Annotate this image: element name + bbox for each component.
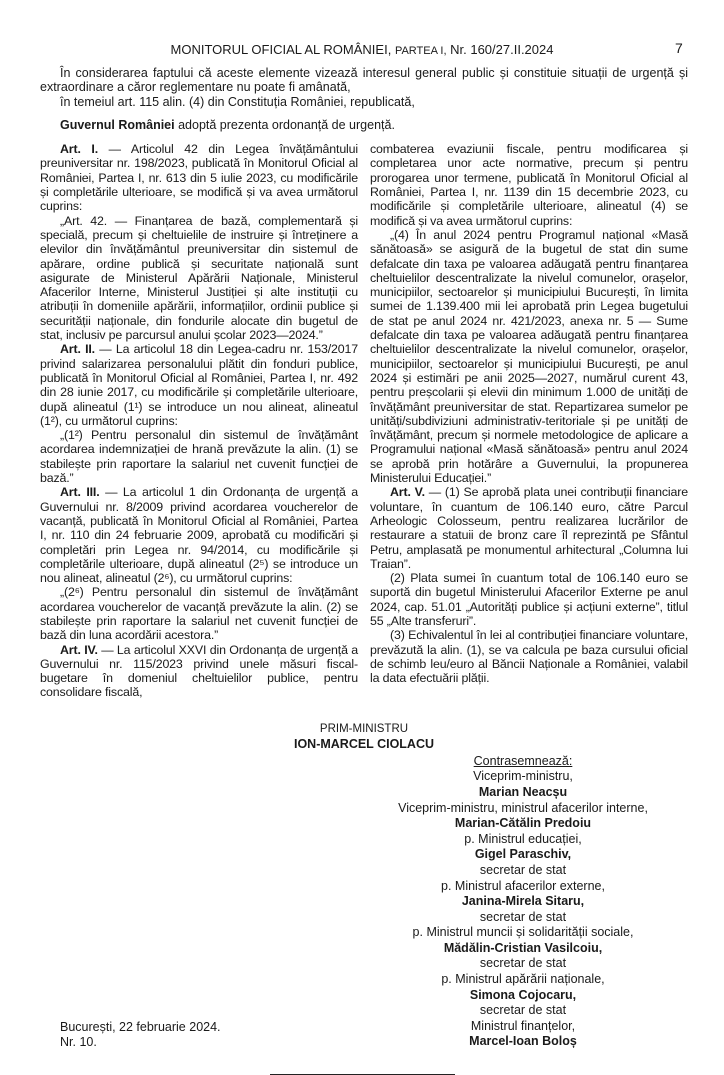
- signatory-name: Janina-Mirela Sitaru,: [461, 894, 585, 909]
- article-columns: [40, 142, 688, 700]
- prime-minister-signature: [40, 722, 688, 752]
- article-number: Art. I.: [60, 142, 98, 157]
- issue-number: Nr. 160/27.II.2024: [450, 42, 554, 57]
- closing-section: [40, 754, 688, 1050]
- preamble-adoption: [40, 118, 688, 132]
- countersignatures: [358, 754, 688, 1050]
- publication-title: MONITORUL OFICIAL AL ROMÂNIEI,: [170, 42, 392, 57]
- article-text: „(4) În anul 2024 pentru Programul național «Masă sănătoasă» se asigură de la bugetul de stat din sume defalcate din taxa pe valoarea adăugată pentru finanțarea cheltuielilor descentralizate la nivelul comunelor, orașelor, municipiilor, sectoarelor și municipiului București, în limita sumei de 1.139.400 mii lei aprobată prin Legea bugetului de stat pe anul 2024 nr. 421/2023, anexa nr. 5 — Sume defalcate din taxa pe valoarea adăugată pentru finanțarea cheltuielilor descentralizate la nivelul comunelor, orașelor, municipiilor, sectoarelor și municipiului București, pe anul 2024 și estimări pe anii 2025—2027, numărul curent 43, pentru preșcolarii și elevii din minimum 1.000 de unități de învățământ preuniversitar de stat. Repartizarea sumelor pe unități/subdiviziuni administrativ-teritoriale și pe unități de învățământ, precum și normele metodologice de aplicare a Programului național «Masă sănătoasă» pentru anul 2024 se aprobă prin hotărâre a Guvernului, la propunerea Ministerului Educației.”: [370, 227, 688, 486]
- article-text: — La articolul 18 din Legea-cadru nr. 153/2017 privind salarizarea personalului plătit din fonduri publice, publicată în Monitorul Oficial al României, Partea I, nr. 492 din 28 iunie 2017, cu modificările și completările ulterioare, după alineatul (1¹) se introduce un nou alineat, alineatul (1²), cu următorul cuprins:: [40, 342, 358, 428]
- signatory-name: Marian-Cătălin Predoiu: [454, 816, 592, 831]
- issue-place-date: [40, 1020, 358, 1050]
- signatory-name: Marcel-Ioan Boloș: [469, 1034, 577, 1049]
- signatory-title: p. Ministrul afacerilor externe,: [441, 878, 605, 893]
- article-paragraph: [370, 628, 688, 685]
- signatory-title: secretar de stat: [479, 909, 567, 924]
- article-text: — La articolul 1 din Ordonanța de urgență a Guvernului nr. 8/2009 privind acordarea voucherelor de vacanță, publicată în Monitorul Oficial al României, Partea I, nr. 110 din 24 februarie 2009, aprobată cu modificări și completări prin Legea nr. 94/2014, cu modificările și completările ulterioare, după alineatul (2⁵) se introduce un nou alineat, alineatul (2⁶), cu următorul cuprins:: [40, 485, 359, 586]
- signature-role: PRIM-MINISTRU: [319, 722, 409, 735]
- adoption-text: adoptă prezenta ordonanță de urgență.: [174, 117, 395, 132]
- signatory-title: p. Ministrul apărării naționale,: [441, 972, 605, 987]
- article-text: „Art. 42. — Finanțarea de bază, complementară și specială, precum și cheltuielile de instruire și întreținere a elevilor din învățământul preuniversitar din sistemul de apărare, ordine publică și securitate națională sunt asigurate de Ministerul Apărării Naționale, Ministerul Afacerilor Interne, Ministerul Justiției și alte instituții cu atribuții în domeniile apărării, informațiilor, ordinii publice și securității naționale, din fondurile alocate din bugetul de stat, inclusiv pe parcursul anului școlar 2023—2024.”: [40, 213, 358, 343]
- article-text: „(1²) Pentru personalul din sistemul de învățământ acordarea indemnizației de hrană prevăzute la alin. (1) se stabilește prin raportare la salariul net cuvenit funcției de bază.”: [40, 428, 358, 486]
- article-paragraph: [40, 342, 358, 428]
- signatory-name: Mădălin-Cristian Vasilcoiu,: [443, 940, 603, 955]
- signatory-name: Simona Cojocaru,: [469, 987, 577, 1002]
- article-text: — La articolul XXVI din Ordonanța de urgență a Guvernului nr. 115/2023 privind unele măsuri fiscal-bugetare în domeniul cheltuielilor publice, pentru consolidare fiscală,: [40, 642, 359, 700]
- signatory-title: Viceprim-ministru, ministrul afacerilor interne,: [398, 800, 648, 815]
- signatory-title: secretar de stat: [479, 862, 567, 877]
- publication-part: PARTEA I,: [394, 45, 447, 57]
- signatory-title: secretar de stat: [479, 956, 567, 971]
- article-paragraph: [40, 428, 358, 485]
- preamble: [40, 66, 688, 132]
- page-number: 7: [675, 40, 683, 56]
- right-column: [370, 142, 688, 685]
- article-text: — Articolul 42 din Legea învățământului preuniversitar nr. 198/2023, publicată în Monitorul Oficial al României, Partea I, nr. 613 din 5 iulie 2023, cu modificările și completările ulterioare, se modifică și va avea următorul cuprins:: [40, 142, 359, 214]
- article-paragraph: [40, 643, 358, 700]
- article-paragraph: [40, 585, 358, 642]
- ordinance-number: Nr. 10.: [60, 1035, 97, 1050]
- signatory-name: Gigel Paraschiv,: [474, 847, 572, 862]
- article-text: combaterea evaziunii fiscale, pentru modificarea și completarea unor acte normative, precum și pentru prorogarea unor termene, publicată în Monitorul Oficial al României, Partea I, nr. 1139 din 15 decembrie 2023, cu modificările și completările ulterioare, alineatul (4) se modifică și va avea următorul cuprins:: [370, 142, 688, 228]
- signatory-title: p. Ministrul educației,: [464, 831, 582, 846]
- article-paragraph: [370, 571, 688, 628]
- article-paragraph: [40, 214, 358, 343]
- signatory-title: p. Ministrul muncii și solidarității sociale,: [412, 925, 634, 940]
- preamble-legal-basis: în temeiul art. 115 alin. (4) din Constituția României, republicată,: [60, 94, 415, 109]
- signatory-name: Marian Neacșu: [478, 784, 568, 799]
- countersign-heading: Contrasemnează:: [473, 753, 573, 768]
- signature-name: ION-MARCEL CIOLACU: [293, 736, 435, 751]
- left-column: [40, 142, 358, 700]
- preamble-urgency: În considerarea faptului că aceste elemente vizează interesul general public și constituie situații de urgență și extraordinare a căror reglementare nu poate fi amânată,: [40, 66, 688, 95]
- page-body: [40, 0, 688, 1075]
- article-number: Art. IV.: [60, 642, 98, 657]
- article-number: Art. V.: [390, 485, 425, 500]
- article-text: — (1) Se aprobă plata unei contribuții financiare voluntare, în cuantum de 106.140 euro, către Parcul Arheologic Colosseum, pentru realizarea lucrărilor de restaurare a statuii de bronz care îl reprezintă pe Sfântul Petru, amplasată pe monumentul arhitectural „Columna lui Traian”.: [370, 485, 688, 571]
- signatory-title: Viceprim-ministru,: [473, 769, 573, 784]
- article-text: „(2⁶) Pentru personalul din sistemul de învățământ acordarea voucherelor de vacanță prevăzute la alin. (2) se stabilește prin raportare la salariul net cuvenit funcției de bază din luna acordării acestora.”: [40, 585, 358, 643]
- article-number: Art. III.: [60, 485, 100, 500]
- article-paragraph: [370, 228, 688, 485]
- signatory-title: Ministrul finanțelor,: [470, 1018, 576, 1033]
- signatory-title: secretar de stat: [479, 1003, 567, 1018]
- article-paragraph: [40, 485, 358, 585]
- article-number: Art. II.: [60, 342, 95, 357]
- article-paragraph: [370, 142, 688, 228]
- article-paragraph: [40, 142, 358, 213]
- place-date: București, 22 februarie 2024.: [60, 1020, 221, 1035]
- article-text: (3) Echivalentul în lei al contribuției financiare voluntare, prevăzută la alin. (1), se va calcula pe baza cursului oficial de schimb leu/euro al Băncii Naționale a României, valabil la data efectuării plății.: [370, 628, 688, 686]
- article-paragraph: [370, 485, 688, 571]
- article-text: (2) Plata sumei în cuantum total de 106.140 euro se suportă din bugetul Ministerului Afacerilor Externe pe anul 2024, cap. 51.01 „Autorități publice și acțiuni externe”, titlul 55 „Alte transferuri”.: [370, 571, 688, 628]
- government-name: Guvernul României: [60, 117, 175, 132]
